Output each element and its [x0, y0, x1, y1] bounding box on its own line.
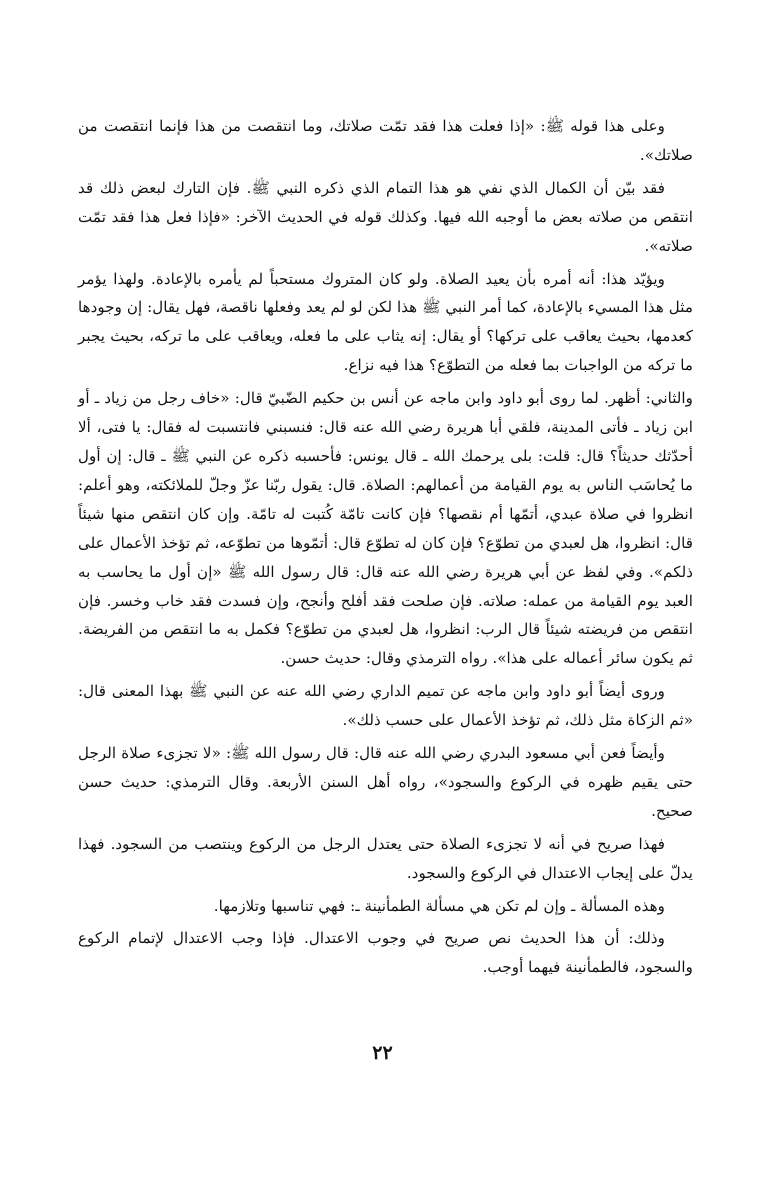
paragraph-2: فقد بيّن أن الكمال الذي نفي هو هذا التمام الذي ذكره النبي ﷺ. فإن التارك لبعض ذلك قد انتقص من صلاته بعض ما أوجبه الله فيها. وكذلك قوله في الحديث الآخر: «فإذا فعل هذا فقد تمّت صلاته». [78, 178, 693, 255]
body-text [78, 112, 693, 986]
paragraph-6: وأيضاً فعن أبي مسعود البدري رضي الله عنه قال: قال رسول الله ﷺ: «لا تجزىء صلاة الرجل حتى يقيم ظهره في الركوع والسجود»، رواه أهل السنن الأربعة. وقال الترمذي: حديث حسن صحيح. [78, 744, 693, 820]
paragraph-1: وعلى هذا قوله ﷺ: «إذا فعلت هذا فقد تمّت صلاتك، وما انتقصت من هذا فإنما انتقصت من صلاتك». [78, 117, 693, 164]
paragraph-9: وذلك: أن هذا الحديث نص صريح في وجوب الاعتدال. فإذا وجب الاعتدال لإتمام الركوع والسجود، فالطمأنينة فيهما أوجب. [78, 929, 693, 977]
paragraph-7: فهذا صريح في أنه لا تجزىء الصلاة حتى يعتدل الرجل من الركوع وينتصب من السجود. فهذا يدلّ على إيجاب الاعتدال في الركوع والسجود. [78, 834, 693, 882]
paragraph-5: وروى أيضاً أبو داود وابن ماجه عن تميم الداري رضي الله عنه عن النبي ﷺ بهذا المعنى قال: «ثم الزكاة مثل ذلك، ثم تؤخذ الأعمال على حسب ذلك». [78, 682, 693, 730]
paragraph-3: ويؤيّد هذا: أنه أمره بأن يعيد الصلاة. ولو كان المتروك مستحباً لم يأمره بالإعادة. ولهذا يؤمر مثل هذا المسيء بالإعادة، كما أمر النبي ﷺ هذا لكن لو لم يعد وفعلها ناقصة، فهل يقال: إن وجودها كعدمها، بحيث يعاقب على تركها؟ أو يقال: إنه يثاب على ما فعله، ويعاقب على ما تركه، بحيث يجبر ما تركه من الواجبات بما فعله من التطوّع؟ هذا فيه نزاع. [78, 269, 693, 375]
page-number: ٢٢ [372, 1042, 393, 1064]
paragraph-4: والثاني: أظهر. لما روى أبو داود وابن ماجه عن أنس بن حكيم الضّبيّ قال: «خاف رجل من زياد ـ أو ابن زياد ـ فأتى المدينة، فلقي أبا هريرة رضي الله عنه قال: فنسبني فانتسبت له فقال: يا فتى، ألا أحدّثك حديثاً؟ قال: قلت: بلى يرحمك الله ـ قال يونس: فأحسبه ذكره عن النبي ﷺ ـ قال: إن أول ما يُحاسَب الناس به يوم القيامة من أعمالهم: الصلاة. قال: يقول ربّنا عزّ وجلّ للملائكته، وهو أعلم: انظروا في صلاة عبدي، أتمّها أم نقصها؟ فإن كانت تامّة كُتبت له تامّة. وإن كان انتقص منها شيئاً قال: انظروا، هل لعبدي من تطوّع؟ فإن كان له تطوّع قال: أتمّوها من تطوّعه، ثم تؤخذ الأعمال على ذلكم». وفي لفظ عن أبي هريرة رضي الله عنه قال: قال رسول الله ﷺ «إن أول ما يحاسب به العبد يوم القيامة من عمله: صلاته. فإن صلحت فقد أفلح وأنجح، وإن فسدت فقد خاب وخسر. فإن انتقص من فريضته شيئاً قال الرب: انظروا، هل لعبدي من تطوّع؟ فكمل به ما انتقص من الفريضة. ثم يكون سائر أعماله على هذا». رواه الترمذي وقال: حديث حسن. [78, 389, 693, 668]
paragraph-8: وهذه المسألة ـ وإن لم تكن هي مسألة الطمأنينة ـ: فهي تناسبها وتلازمها. [213, 896, 665, 915]
